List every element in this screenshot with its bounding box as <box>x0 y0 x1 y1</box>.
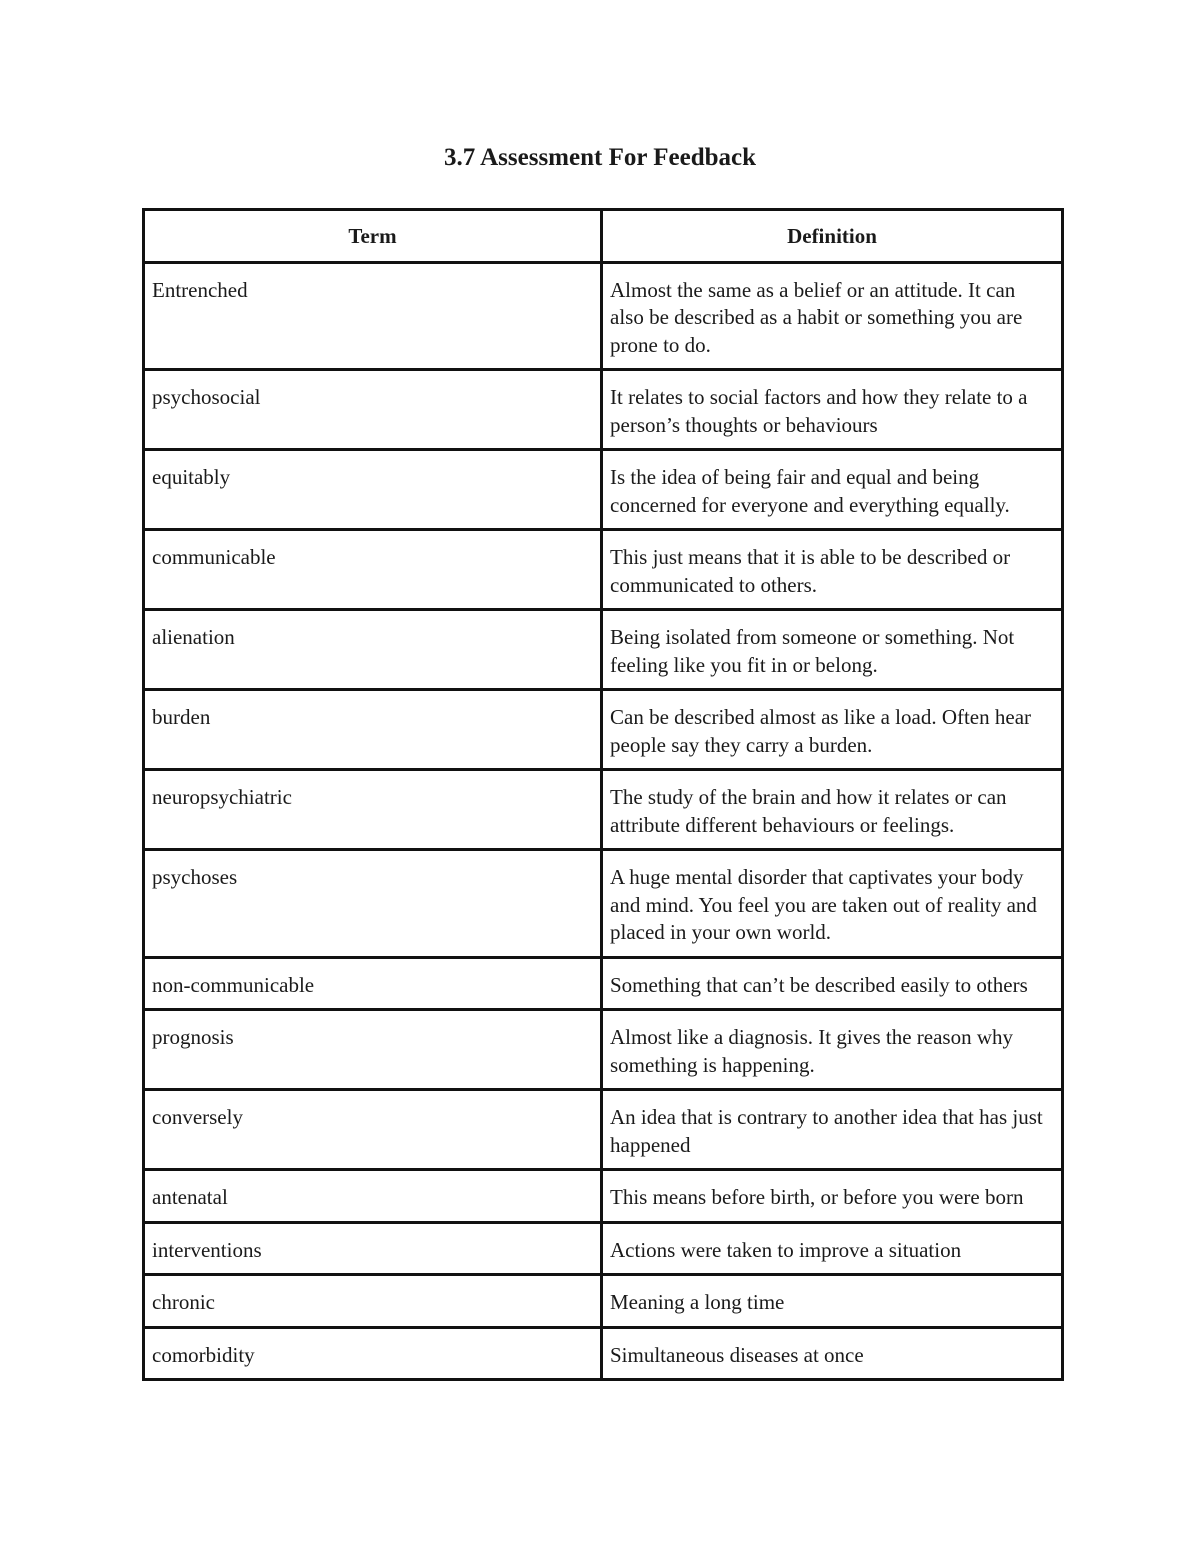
definition-cell: Simultaneous diseases at once <box>602 1327 1063 1380</box>
definition-cell: It relates to social factors and how they relate to a person’s thoughts or behaviours <box>602 370 1063 450</box>
term-cell: equitably <box>144 450 602 530</box>
table-row <box>144 262 1063 370</box>
definition-cell: Meaning a long time <box>602 1275 1063 1328</box>
table-row <box>144 690 1063 770</box>
term-cell: communicable <box>144 530 602 610</box>
table-row <box>144 1010 1063 1090</box>
table-row <box>144 370 1063 450</box>
definition-cell: Something that can’t be described easily to others <box>602 957 1063 1010</box>
term-cell: chronic <box>144 1275 602 1328</box>
table-header-row <box>144 210 1063 263</box>
definition-cell: This just means that it is able to be described or communicated to others. <box>602 530 1063 610</box>
table-row <box>144 850 1063 958</box>
term-cell: interventions <box>144 1222 602 1275</box>
table-row <box>144 530 1063 610</box>
definition-cell: This means before birth, or before you were born <box>602 1170 1063 1223</box>
term-cell: comorbidity <box>144 1327 602 1380</box>
term-cell: Entrenched <box>144 262 602 370</box>
definition-cell: Almost like a diagnosis. It gives the reason why something is happening. <box>602 1010 1063 1090</box>
definition-cell: The study of the brain and how it relates or can attribute different behaviours or feelings. <box>602 770 1063 850</box>
term-cell: psychoses <box>144 850 602 958</box>
definition-cell: Actions were taken to improve a situation <box>602 1222 1063 1275</box>
definition-cell: An idea that is contrary to another idea that has just happened <box>602 1090 1063 1170</box>
table-row <box>144 610 1063 690</box>
table-row <box>144 450 1063 530</box>
term-cell: burden <box>144 690 602 770</box>
table-row <box>144 1327 1063 1380</box>
term-cell: alienation <box>144 610 602 690</box>
table-row <box>144 957 1063 1010</box>
definition-cell: Almost the same as a belief or an attitude. It can also be described as a habit or something you are prone to do. <box>602 262 1063 370</box>
definition-cell: Can be described almost as like a load. Often hear people say they carry a burden. <box>602 690 1063 770</box>
table-row <box>144 1170 1063 1223</box>
definition-cell: Is the idea of being fair and equal and being concerned for everyone and everything equally. <box>602 450 1063 530</box>
table-row <box>144 1275 1063 1328</box>
term-cell: prognosis <box>144 1010 602 1090</box>
column-header-term: Term <box>144 210 602 263</box>
definition-cell: Being isolated from someone or something. Not feeling like you fit in or belong. <box>602 610 1063 690</box>
table-row <box>144 770 1063 850</box>
term-cell: psychosocial <box>144 370 602 450</box>
term-cell: antenatal <box>144 1170 602 1223</box>
table-row <box>144 1090 1063 1170</box>
table-row <box>144 1222 1063 1275</box>
term-cell: conversely <box>144 1090 602 1170</box>
page-title: 3.7 Assessment For Feedback <box>443 144 757 171</box>
glossary-table <box>142 208 1064 1381</box>
definition-cell: A huge mental disorder that captivates your body and mind. You feel you are taken out of reality and placed in your own world. <box>602 850 1063 958</box>
column-header-definition: Definition <box>602 210 1063 263</box>
term-cell: non-communicable <box>144 957 602 1010</box>
term-cell: neuropsychiatric <box>144 770 602 850</box>
